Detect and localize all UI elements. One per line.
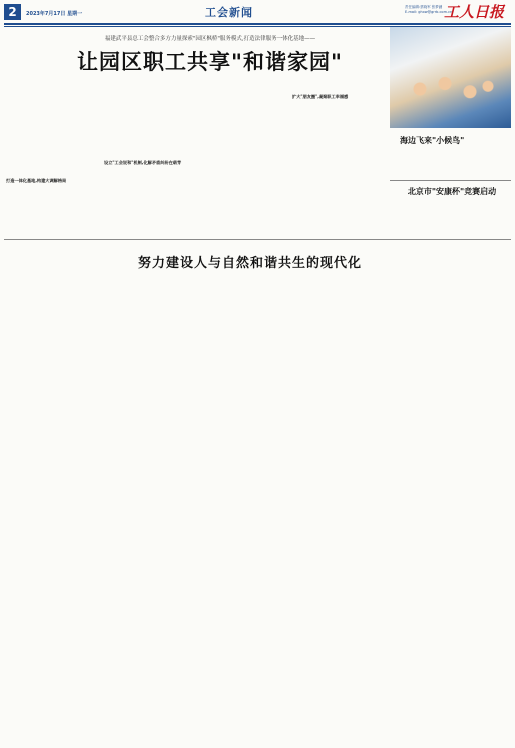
lead-subhead-2: 设立"工会说和"机制,化解矛盾纠纷在萌芽 <box>104 160 182 165</box>
section-divider <box>4 239 511 240</box>
body-column-3 <box>210 278 306 734</box>
body-column-2 <box>108 278 204 734</box>
lead-headline: 让园区职工共享"和谐家园" <box>77 49 343 74</box>
second-headline: 努力建设人与自然和谐共生的现代化 <box>137 256 362 271</box>
body-column-4 <box>312 278 408 734</box>
feature-photo-children <box>400 67 500 122</box>
masthead-rule <box>4 23 511 25</box>
newspaper-logo: 工人日报 <box>444 3 505 21</box>
lead-kicker: 福建武平县总工会整合多方力量探索"园区枫桥"服务模式,打造法律服务一体化基地—— <box>104 36 316 42</box>
lead-subhead-1: 打造一体化基地,构建大调解格局 <box>6 178 67 183</box>
body-column-5 <box>414 278 510 734</box>
feature-photo <box>390 27 511 128</box>
photo-caption-title: 海边飞来"小候鸟" <box>400 136 465 145</box>
lead-subhead-3: 扩大"朋友圈",凝聚职工幸福感 <box>292 94 349 99</box>
lead-column-1 <box>6 88 98 238</box>
body-column-1 <box>6 278 102 734</box>
masthead <box>0 0 515 22</box>
lead-column-4 <box>292 88 384 238</box>
lead-column-3 <box>198 88 286 238</box>
side-divider <box>390 180 511 181</box>
side-column <box>392 200 509 238</box>
editors-email: E-mail: ghxw@grrb.com.cn <box>405 10 453 14</box>
editors-line: 责任编辑:蔡晓军 张梦涵 <box>405 5 443 9</box>
section-title: 工会新闻 <box>205 6 253 19</box>
side-headline: 北京市"安康杯"竞赛启动 <box>407 186 497 196</box>
issue-date: 2023年7月17日 星期一 <box>26 11 83 17</box>
page-number: 2 <box>4 4 21 20</box>
lead-column-2 <box>104 88 192 238</box>
